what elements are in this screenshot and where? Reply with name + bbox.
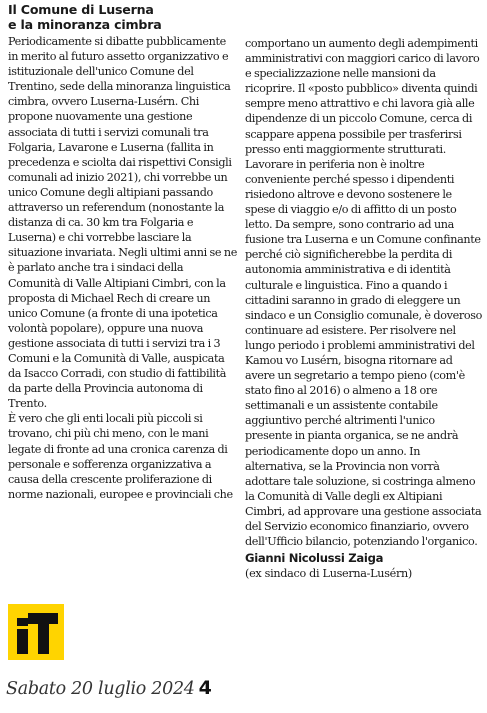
- headline-line-2: e la minoranza cimbra: [8, 17, 162, 32]
- signature-role: (ex sindaco di Luserna-Lusérn): [245, 567, 412, 581]
- article-paragraph-1: Periodicamente si dibatte pubblicamente in merito al futuro assetto organizzativo e istituzionale dell'unico Comune del Trentino, sede della minoranza linguistica cimbra, ovvero Luserna-Lusérn. Chi propone nuovamente una gestione associata di tutti i servizi comunali tra Folgaria, Lavarone e Luserna (fallita in precedenza e sciolta dai rispettivi Consigli comunali ad inizio 2021), chi vorrebbe un unico Comune degli altipiani passando attraverso un referendum (nonostante la distanza di ca. 30 km tra Folgaria e Luserna) e chi vorrebbe lasciare la situazione invariata. Negli ultimi anni se ne è parlato anche tra i sindaci della Comunità di Valle Altipiani Cimbri, con la proposta di Michael Rech di creare un unico Comune (a fronte di una ipotetica volontà popolare), oppure una nuova gestione associata di tutti i servizi tra i 3 Comuni e la Comunità di Valle, auspicata da Isacco Corradi, con studio di fattibilità da parte della Provincia autonoma di Trento.: [8, 35, 238, 411]
- headline-line-1: Il Comune di Luserna: [8, 2, 154, 17]
- signature: [245, 551, 483, 581]
- page-number: 4: [198, 677, 212, 699]
- left-column: [8, 2, 238, 502]
- signature-name: Gianni Nicolussi Zaiga: [245, 551, 384, 566]
- issue-date: Sabato 20 luglio 2024: [6, 679, 195, 699]
- article-paragraph-3: comportano un aumento degli adempimenti amministrativi con maggiori carico di lavoro e specializzazione nelle mansioni da ricoprire. Il «posto pubblico» diventa quindi sempre meno attrattivo e chi lavora già alle dipendenze di un piccolo Comune, cerca di scappare appena possibile per trasferirsi presso enti maggiormente strutturati. Lavorare in periferia non è inoltre conveniente perché spesso i dipendenti risiedono altrove e devono sostenere le spese di viaggio e/o di affitto di un posto letto. Da sempre, sono contrario ad una fusione tra Luserna e un Comune confinante perché ciò significherebbe la perdita di autonomia amministrativa e di identità culturale e linguistica. Fino a quando i cittadini saranno in grado di eleggere un sindaco e un Consiglio comunale, è doveroso continuare ad esistere. Per risolvere nel lungo periodo i problemi amministrativi del Kamou vo Lusérn, bisogna ritornare ad avere un segretario a tempo pieno (com'è stato fino al 2016) o almeno a 18 ore settimanali e un assistente contabile aggiuntivo perché altrimenti l'unico presente in pianta organica, se ne andrà periodicamente dopo un anno. In alternativa, se la Provincia non vorrà adottare tale soluzione, si costringa almeno la Comunità di Valle degli ex Altipiani Cimbri, ad approvare una gestione associata del Servizio economico finanziario, ovvero dell'Ufficio bilancio, potenziando l'organico.: [245, 37, 483, 549]
- dateline: [6, 670, 212, 706]
- article-headline: [8, 2, 238, 32]
- it-logo-icon: [8, 604, 64, 660]
- newspaper-logo: [8, 604, 64, 660]
- article-paragraph-2: È vero che gli enti locali più piccoli si trovano, chi più chi meno, con le mani legate di fronte ad una cronica carenza di personale e sofferenza organizzativa a causa della crescente proliferazione di norme nazionali, europee e provinciali che: [8, 412, 233, 501]
- right-column: [245, 36, 483, 581]
